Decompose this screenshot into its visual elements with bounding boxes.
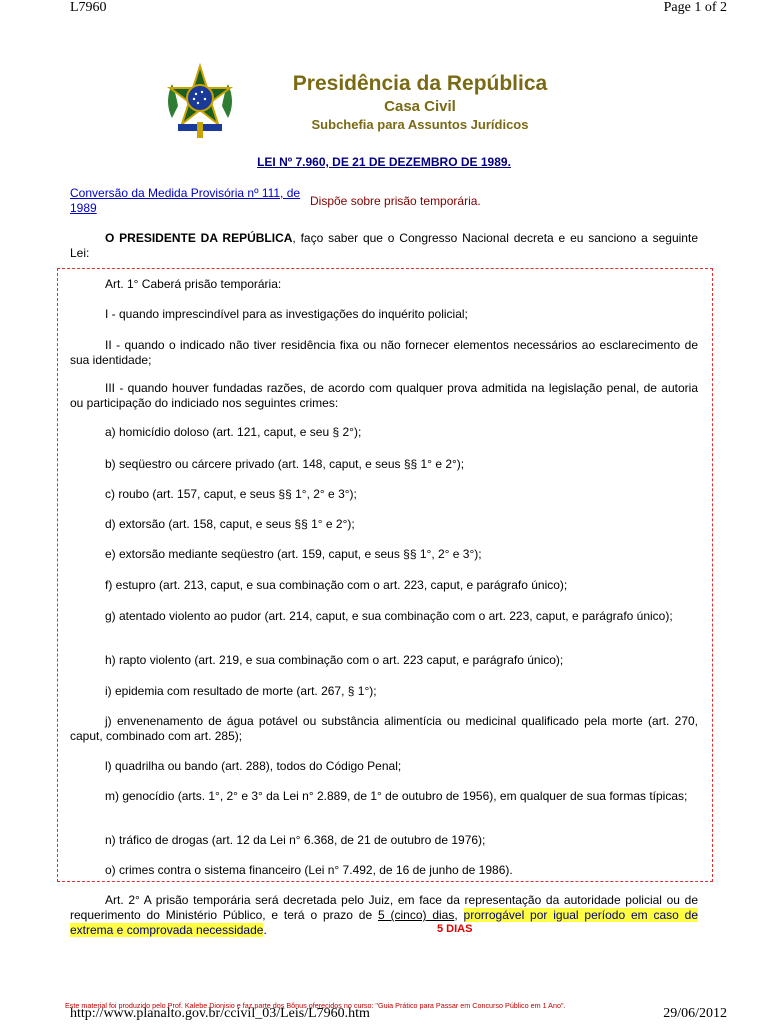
- preamble: [70, 231, 698, 261]
- art2-deadline: 5 (cinco) dias: [377, 908, 455, 922]
- crime-item: h) rapto violento (art. 219, e sua combinação com o art. 223 caput, e parágrafo único);: [105, 653, 564, 667]
- art1-caput: Art. 1° Caberá prisão temporária:: [105, 277, 282, 291]
- org-title: Presidência da República: [292, 72, 548, 95]
- crime-item: f) estupro (art. 213, caput, e sua combinação com o art. 223, caput, e parágrafo único);: [105, 578, 568, 592]
- org-subtitle-subchefia: Subchefia para Assuntos Jurídicos: [311, 117, 529, 132]
- crime-item: g) atentado violento ao pudor (art. 214, caput, e sua combinação com o art. 223, caput, e parágrafo único);: [105, 609, 673, 623]
- footer-url[interactable]: http://www.planalto.gov.br/ccivil_03/Leis/L7960.htm: [70, 1006, 370, 1021]
- art1-item-i: I - quando imprescindível para as investigações do inquérito policial;: [105, 307, 468, 321]
- crime-item: i) epidemia com resultado de morte (art. 267, § 1°);: [105, 684, 377, 698]
- preamble-rest: , faço saber que o Congresso Nacional decreta e eu sanciono a seguinte Lei:: [70, 231, 698, 260]
- art2-period: .: [263, 923, 267, 937]
- page-header-doc-id: L7960: [70, 0, 107, 15]
- ementa: Dispõe sobre prisão temporária.: [310, 194, 481, 208]
- art2: [70, 893, 698, 938]
- art2-text: Art. 2° A prisão temporária será decretada pelo Juiz, em face da representação da autoridade policial ou de requerimento do Ministério Público, e terá o prazo de: [70, 893, 698, 922]
- crime-item: b) seqüestro ou cárcere privado (art. 148, caput, e seus §§ 1° e 2°);: [105, 457, 465, 471]
- crime-item: o) crimes contra o sistema financeiro (Lei n° 7.492, de 16 de junho de 1986).: [105, 863, 513, 877]
- annotation-5-dias: 5 DIAS: [437, 923, 473, 935]
- crime-item: d) extorsão (art. 158, caput, e seus §§ 1° e 2°);: [105, 517, 355, 531]
- coat-of-arms-emblem: [160, 62, 240, 142]
- crime-item: l) quadrilha ou bando (art. 288), todos do Código Penal;: [105, 759, 402, 773]
- crime-item: n) tráfico de drogas (art. 12 da Lei n° 6.368, de 21 de outubro de 1976);: [105, 833, 486, 847]
- crime-item: e) extorsão mediante seqüestro (art. 159, caput, e seus §§ 1°, 2° e 3°);: [105, 547, 482, 561]
- art2-highlighted-text: prorrogável por igual período em caso de extrema e comprovada necessidade: [70, 908, 698, 937]
- masthead: [240, 70, 600, 134]
- page-number: Page 1 of 2: [663, 0, 727, 15]
- art2-comma: ,: [454, 908, 464, 922]
- crime-item: m) genocídio (arts. 1°, 2° e 3° da Lei n° 2.889, de 1° de outubro de 1956), em qualquer de sua formas típicas;: [105, 789, 688, 803]
- crime-item: c) roubo (art. 157, caput, e seus §§ 1°, 2° e 3°);: [105, 487, 357, 501]
- art1-item-ii: II - quando o indicado não tiver residência fixa ou não fornecer elementos necessários ao esclarecimento de sua identidade;: [70, 338, 698, 367]
- art1-item-iii: III - quando houver fundadas razões, de acordo com qualquer prova admitida na legislação penal, de autoria ou participação do indiciado nos seguintes crimes:: [70, 381, 698, 410]
- law-title-link[interactable]: LEI Nº 7.960, DE 21 DE DEZEMBRO DE 1989.: [257, 155, 511, 169]
- conversion-link[interactable]: Conversão da Medida Provisória nº 111, de 1989: [70, 186, 301, 215]
- footer-note: Este material foi produzido pelo Prof. Kalebe Dionisio e faz parte dos Bônus oferecidos no curso: "Guia Prático para Passar em Concurso Público em 1 Ano".: [65, 1001, 566, 1010]
- footer-date: 29/06/2012: [663, 1006, 727, 1021]
- law-title: [0, 155, 768, 169]
- crime-item: a) homicídio doloso (art. 121, caput, e seu § 2°);: [105, 425, 362, 439]
- preamble-bold: O PRESIDENTE DA REPÚBLICA: [105, 231, 293, 245]
- crime-item: j) envenenamento de água potável ou substância alimentícia ou medicinal qualificado pela morte (art. 270, caput, combinado com art. 285);: [70, 714, 698, 743]
- org-subtitle-casa-civil: Casa Civil: [384, 98, 456, 115]
